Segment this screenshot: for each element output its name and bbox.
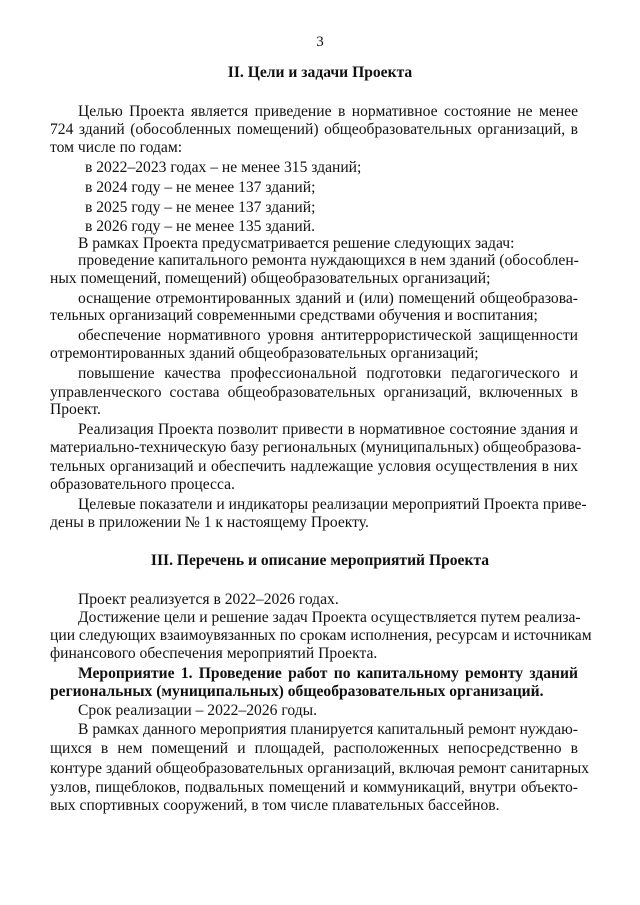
task-line: проведение капитального ремонта нуждающихся в нем зданий (обособлен-: [78, 252, 579, 269]
page-number: 3: [316, 34, 324, 50]
paragraph-line: В рамках данного мероприятия планируется капитальный ремонт нуждаю-: [78, 721, 578, 738]
year-item: в 2022–2023 годах – не менее 315 зданий;: [85, 159, 362, 176]
task-line: ных помещений, помещений) общеобразовательных организаций;: [50, 270, 491, 287]
paragraph-line: Целью Проекта является приведение в нормативное состояние не менее: [78, 103, 578, 120]
paragraph-line: 724 зданий (обособленных помещений) общеобразовательных организаций, в: [50, 121, 578, 138]
paragraph-line: Целевые показатели и индикаторы реализации мероприятий Проекта приве-: [78, 496, 587, 513]
measure-title-line: региональных (муниципальных) общеобразовательных организаций.: [50, 683, 544, 700]
paragraph-line: Проект реализуется в 2022–2026 годах.: [78, 591, 339, 608]
paragraph-line: образовательного процесса.: [50, 476, 235, 493]
section-3-heading: III. Перечень и описание мероприятий Проекта: [150, 552, 490, 569]
task-line: оснащение отремонтированных зданий и (или) помещений общеобразова-: [78, 290, 578, 307]
task-line: повышение качества профессиональной подготовки педагогического и: [78, 365, 578, 382]
task-line: тельных организаций современными средствами обучения и воспитания;: [50, 307, 538, 324]
measure-title-line: Мероприятие 1. Проведение работ по капитальному ремонту зданий: [78, 665, 578, 682]
section-2-heading: II. Цели и задачи Проекта: [227, 64, 413, 81]
task-line: Проект.: [50, 401, 101, 418]
paragraph-line: Реализация Проекта позволит привести в нормативное состояние здания и: [78, 421, 578, 438]
paragraph-line: тельных организаций и обеспечить надлежащие условия осуществления в них: [50, 458, 578, 475]
paragraph-line: ции следующих взаимоувязанных по срокам исполнения, ресурсам и источникам: [50, 627, 592, 644]
paragraph-line: финансового обеспечения мероприятий Проекта.: [50, 645, 378, 662]
paragraph-line: материально-техническую базу региональных (муниципальных) общеобразова-: [50, 439, 582, 456]
paragraph-line: дены в приложении № 1 к настоящему Проекту.: [50, 514, 369, 531]
paragraph-line: Достижение цели и решение задач Проекта осуществляется путем реализа-: [78, 609, 581, 626]
paragraph-line: щихся в нем помещений и площадей, расположенных непосредственно в: [50, 740, 578, 757]
tasks-intro: В рамках Проекта предусматривается решение следующих задач:: [78, 235, 515, 252]
year-item: в 2024 году – не менее 137 зданий;: [85, 179, 316, 196]
paragraph-line: том числе по годам:: [50, 139, 183, 156]
task-line: управленческого состава общеобразовательных организаций, включенных в: [50, 384, 578, 401]
year-item: в 2026 году – не менее 135 зданий.: [85, 218, 316, 235]
task-line: обеспечение нормативного уровня антитеррористической защищенности: [78, 327, 578, 344]
paragraph-line: узлов, пищеблоков, подвальных помещений и коммуникаций, внутри объекто-: [50, 779, 578, 796]
year-item: в 2025 году – не менее 137 зданий;: [85, 199, 316, 216]
paragraph-line: вых спортивных сооружений, в том числе плавательных бассейнов.: [50, 797, 500, 814]
paragraph-line: контуре зданий общеобразовательных организаций, включая ремонт санитарных: [50, 760, 590, 777]
term-line: Срок реализации – 2022–2026 годы.: [78, 702, 318, 719]
task-line: отремонтированных зданий общеобразовательных организаций;: [50, 345, 479, 362]
